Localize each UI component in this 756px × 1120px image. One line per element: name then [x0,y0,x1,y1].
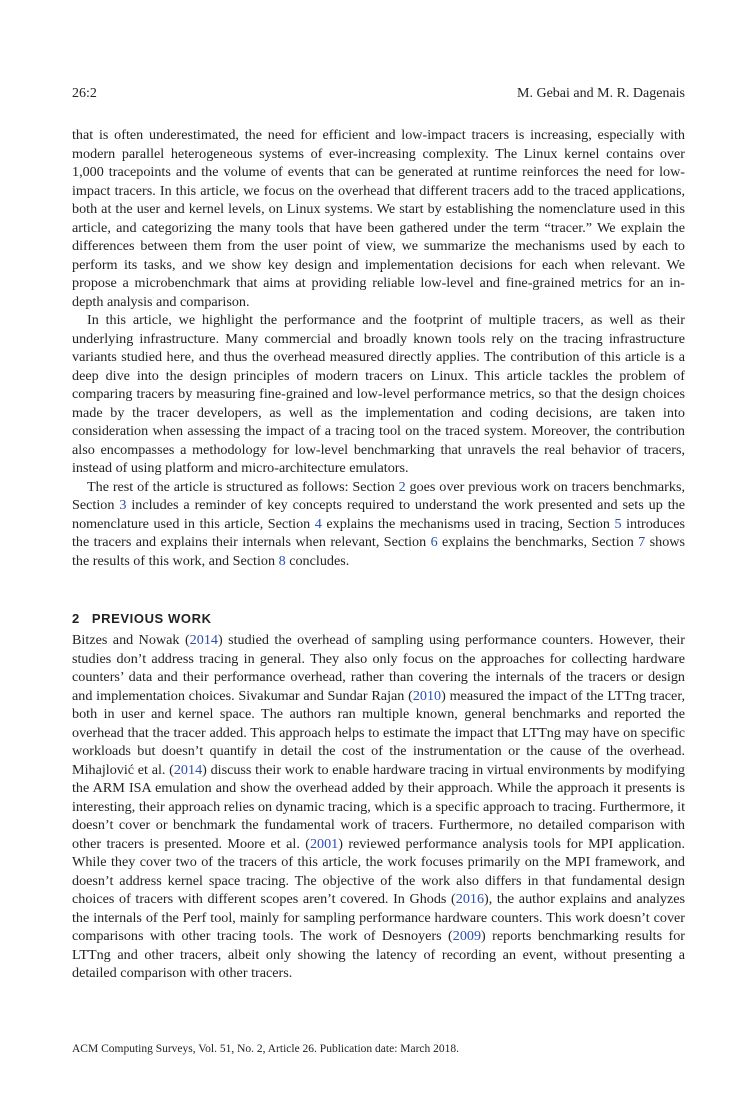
section-ref-4[interactable]: 4 [314,515,322,532]
section-number: 2 [72,611,80,626]
section-ref-7[interactable]: 7 [638,534,646,550]
intro-paragraph-1: that is often underestimated, the need for efficient and low-impact tracers is increasing, especially with modern parallel heterogeneous systems of ever-increasing complexity. The Linux kernel contains over 1,000 tracepoints and the volume of events that can be generated at runtime reinforces the need for low-impact tracers. In this article, we focus on the overhead that different tracers add to the traced applications, both at the user and kernel levels, on Linux systems. We start by establishing the nomenclature used in this article, and categorizing the many tools that have been gathered under the term “tracer.” We explain the differences between them from the user point of view, we summarize the mechanisms used by each to perform its tasks, and we show key design and implementation decisions for each when relevant. We propose a microbenchmark that aims at providing reliable low-level and fine-grained metrics for an in-depth analysis and comparison. [72,127,685,310]
previous-work-paragraph: Bitzes and Nowak (2014) studied the overhead of sampling using performance counters. However, their studies don’t address tracing in general. They also only focus on the approaches for collecting hardware counters’ data and their performance overhead, rather than covering the internals of the tracers or design and implementation choices. Sivakumar and Sundar Rajan (2010) measured the impact of the LTTng tracer, both in user and kernel space. The authors ran multiple known, general benchmarks and reported the overhead that the tracer added. This approach helps to estimate the impact that LTTng may have on specific workloads but doesn’t quantify in detail the cost of the instrumentation or the cause of the overhead. Mihajlović et al. (2014) discuss their work to enable hardware tracing in virtual environments by modifying the ARM ISA emulation and show the overhead added by their approach. While the approach it presents is interesting, their approach relies on dynamic tracing, which is a specific approach to tracing. Furthermore, it doesn’t cover or benchmark the fundamental work of tracers. Furthermore, no detailed comparison with other tracers is presented. Moore et al. (2001) reviewed performance analysis tools for MPI application. While they cover two of the tracers of this article, the work focuses primarily on the MPI framework, and doesn’t address kernel space tracing. The objective of the work also differs in that fundamental design choices of tracers with different scopes aren’t covered. In Ghods (2016), the author explains and analyzes the internals of the Perf tool, mainly for sampling performance hardware counters. This work doesn’t cover comparisons with other tracing tools. The work of Desnoyers (2009) reports benchmarking results for LTTng and other tracers, albeit only showing the latency of recording an event, without presenting a detailed comparison with other tracers. [72,632,685,981]
page-number: 26:2 [72,86,97,101]
citation-desnoyers-2009[interactable]: 2009 [452,928,482,944]
section-title: PREVIOUS WORK [91,611,212,626]
running-authors: M. Gebai and M. R. Dagenais [517,86,685,101]
section-ref-2[interactable]: 2 [398,478,406,495]
citation-sivakumar-2010[interactable]: 2010 [412,687,442,704]
citation-mihajlovic-2014[interactable]: 2014 [173,761,203,778]
citation-bitzes-2014[interactable]: 2014 [189,632,218,648]
section-ref-3[interactable]: 3 [119,497,127,513]
section-ref-5[interactable]: 5 [614,515,622,532]
citation-moore-2001[interactable]: 2001 [309,835,339,852]
body-text [72,126,685,983]
running-header [72,84,685,104]
intro-paragraph-2: In this article, we highlight the performance and the footprint of multiple tracers, as well as their underlying infrastructure. Many commercial and broadly known tools rely on the tracing infrastructure variants studied here, and thus the overhead measured directly applies. The contribution of this article is a deep dive into the design principles of modern tracers on Linux. This article tackles the problem of comparing tracers by measuring fine-grained and low-level performance metrics, so that the design choices made by the tracer developers, as well as the implementation and coding decisions, are taken into consideration when assessing the impact of a tracing tool on the traced system. Moreover, the contribution also encompasses a methodology for low-level benchmarking that unravels the real behavior of tracers, instead of using platform and micro-architecture emulators. [72,312,685,476]
section-heading [72,610,685,628]
section-ref-8[interactable]: 8 [278,552,286,569]
section-ref-6[interactable]: 6 [430,534,438,550]
intro-paragraph-3: The rest of the article is structured as follows: Section 2 goes over previous work on tracers benchmarks, Section 3 includes a reminder of key concepts required to understand the work presented and sets up the nomenclature used in this article, Section 4 explains the mechanisms used in tracing, Section 5 introduces the tracers and explains their internals when relevant, Section 6 explains the benchmarks, Section 7 shows the results of this work, and Section 8 concludes. [72,478,685,569]
page-footer: ACM Computing Surveys, Vol. 51, No. 2, Article 26. Publication date: March 2018. [72,1043,460,1055]
citation-ghods-2016[interactable]: 2016 [455,891,485,907]
page-content [72,84,685,983]
